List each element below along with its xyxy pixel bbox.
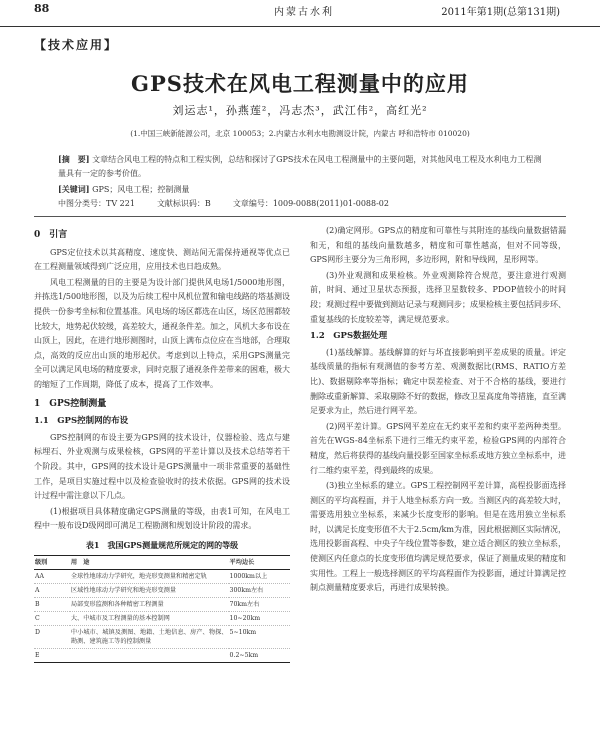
table-cell: 5~10km	[229, 626, 290, 649]
table-cell	[70, 649, 229, 663]
document-code: 文献标识码：B	[156, 199, 211, 208]
article-number: 文章编号：1009-0088(2011)01-0088-02	[232, 199, 389, 208]
journal-name: 内蒙古水利	[274, 7, 334, 18]
abstract-text: 文章结合风电工程的特点和工程实例，总结和探讨了GPS技术在风电工程测量中的主要问题，对其他风电工程及水利电力工程测量具有一定的参考价值。	[58, 155, 542, 178]
table-cell: 全球性地球动力学研究，地壳形变测量和精密定轨	[70, 570, 229, 584]
keywords-text: GPS；风电工程；控制测量	[92, 185, 190, 194]
table-cell: 1000km以上	[229, 570, 290, 584]
left-column	[34, 224, 290, 663]
table-cell: 300km左右	[229, 584, 290, 598]
table-header-row	[34, 556, 290, 570]
keywords	[58, 184, 544, 195]
section-heading-gps-control: 1 GPS控制测量	[34, 398, 107, 409]
running-header	[0, 0, 600, 27]
table-cell: C	[34, 612, 70, 626]
paragraph: (2)网平差计算。GPS网平差应在无约束平差和约束平差两种类型。首先在WGS-84坐标系下进行三维无约束平差，检验GPS网的内部符合精度，然后将获得的基线向量投影至国家坐标系或地方独立坐标系中，进行二维约束平差，得到最终的成果。	[310, 421, 566, 475]
table-cell: 10~20km	[229, 612, 290, 626]
table-cell: E	[34, 649, 70, 663]
table-cell: D	[34, 626, 70, 649]
table-cell: 70km左右	[229, 598, 290, 612]
table-cell: 0.2~5km	[229, 649, 290, 663]
table-header-cell: 用 途	[70, 556, 229, 570]
paragraph: (3)独立坐标系的建立。GPS工程控制网平差计算，高程投影面选择测区的平均高程面，并于人地坐标系方向一致。当测区内的高差较大时，需要选用独立坐标系，来减少长度变形的影响。但是在选用独立坐标系时，以满足长度变形值不大于2.5cm/km为准，因此根据测区实际情况，选用投影面高程、中央子午线位置等参数，建立适合测区的独立坐标系，使测区内任意点的长度变形值均满足规范要求，保证了测量成果的精度和实用性。工程上一般选择测区的平均高程面作为投影面，通过计算满足控制点测量精度要求后，再进行成果转换。	[310, 481, 566, 593]
header-divider	[34, 216, 566, 217]
paragraph: (3)外业观测和成果检核。外业观测除符合规范，要注意进行观测前，时间、通过卫星状态预报，选择卫星数较多、PDOP值较小的时间段；观测过程中要做到测站记录与观测同步；成果检核主要包括同步环、重复基线的长度较差等，满足规范要求。	[310, 270, 566, 324]
table-cell: 中小城市、城镇及测图、地籍、土地信息、房产、物探、勘测、建筑施工等的控制测量	[70, 626, 229, 649]
clc-number: 中图分类号：TV 221	[58, 199, 135, 208]
page-number: 88	[34, 2, 50, 15]
table-cell: 局部变形监测和各种精密工程测量	[70, 598, 229, 612]
column-tag: 【技术应用】	[34, 38, 119, 52]
subsection-heading: 1.2 GPS数据处理	[310, 331, 388, 342]
paragraph: (2)确定网形。GPS点的精度和可靠性与其附连的基线向量数据错漏和无，和组的基线向量数越多，精度和可靠性越高，但对不同等级，GPS网形主要分为三角形网，多边形网，附和导线网，星形网等。	[310, 226, 566, 265]
paragraph: GPS控制网的布设主要为GPS网的技术设计，仪器检验、选点与建标埋石、外业观测与成果检核，GPS网的平差计算以及技术总结等若干个阶段。其中，GPS网的技术设计是GPS测量中一项非常重要的基础性工作，是项目实施过程中以及检查验收时的技术依据。GPS网的技术设计过程中需注意以下几点。	[34, 432, 290, 501]
table-cell: 区域性地球动力学研究和地壳形变测量	[70, 584, 229, 598]
classification-info	[58, 198, 544, 209]
table-row	[34, 584, 290, 598]
table-header-cell: 平均边长	[229, 556, 290, 570]
paragraph: 风电工程测量的目的主要是为设计部门提供风电场1/5000地形图，并拣选1/500地形图，以及为后续工程中风机位置和输电线路的塔基测设提供一份参考坐标和位置基准。风电场的场区都选在山区，场区范围都较比较大，地势起伏较缓，高差较大，通视条件差。加之，风机大多布设在山顶上，因此，在进行地形测图时，山顶上满布点位应在当地部，合理取点，高效的反应出山顶的地形起伏。考虑到以上特点，采用GPS测量完全可以满足风电场的精度要求，同时克服了通视条件差带来的困难，极大的缩短了工作周期，降低了成本，提高了工作效率。	[34, 277, 290, 389]
table-row	[34, 598, 290, 612]
table-cell: B	[34, 598, 70, 612]
abstract	[58, 152, 544, 181]
paragraph: GPS定位技术以其高精度、速度快、测站间无需保持通视等优点已在工程测量领域得到广泛应用，应用技术也日趋成熟。	[34, 247, 290, 272]
table-row	[34, 626, 290, 649]
table-header-cell: 级别	[34, 556, 70, 570]
table-row	[34, 570, 290, 584]
authors: 刘运志¹，孙燕莲²，冯志杰³，武江伟²，高红光²	[172, 104, 428, 117]
abstract-label: [摘 要]	[58, 154, 90, 164]
issue-info: 2011年第1期(总第131期)	[441, 7, 560, 18]
table-cell: 大、中城市及工程测量的基本控制网	[70, 612, 229, 626]
table-row	[34, 649, 290, 663]
table-row	[34, 612, 290, 626]
right-column	[310, 224, 566, 597]
paragraph: (1)根据项目具体精度确定GPS测量的等级，由表1可知，在风电工程中一般布设D级网即可满足工程勘测和规划设计阶段的需求。	[34, 506, 290, 531]
affiliation: (1.中国三峡新能源公司，北京 100053；2.内蒙古水利水电勘测设计院，内蒙古 呼和浩特市 010020)	[130, 129, 470, 138]
paragraph: (1)基线解算。基线解算的好与坏直接影响到平差成果的质量。评定基线质量的指标有观测值的参考方差、观测数据比(RMS、RATIO方差比)、数据剔除率等指标；确定中误差检查、对于不合格的基线，要进行删除或重新解算、采取剔除不好的数据，修改卫星高度角等措施，直至满足要求为止，然后进行网平差。	[310, 347, 566, 416]
table-cell: A	[34, 584, 70, 598]
table-caption: 表1 我国GPS测量规范所规定的网的等级	[85, 539, 239, 550]
keywords-label: [关键词]	[58, 184, 90, 194]
table-cell: AA	[34, 570, 70, 584]
network-grade-table	[34, 555, 290, 663]
subsection-heading: 1.1 GPS控制网的布设	[34, 416, 129, 427]
paper-title: GPS技术在风电工程测量中的应用	[131, 71, 469, 96]
section-heading-intro: 0 引言	[34, 230, 68, 240]
